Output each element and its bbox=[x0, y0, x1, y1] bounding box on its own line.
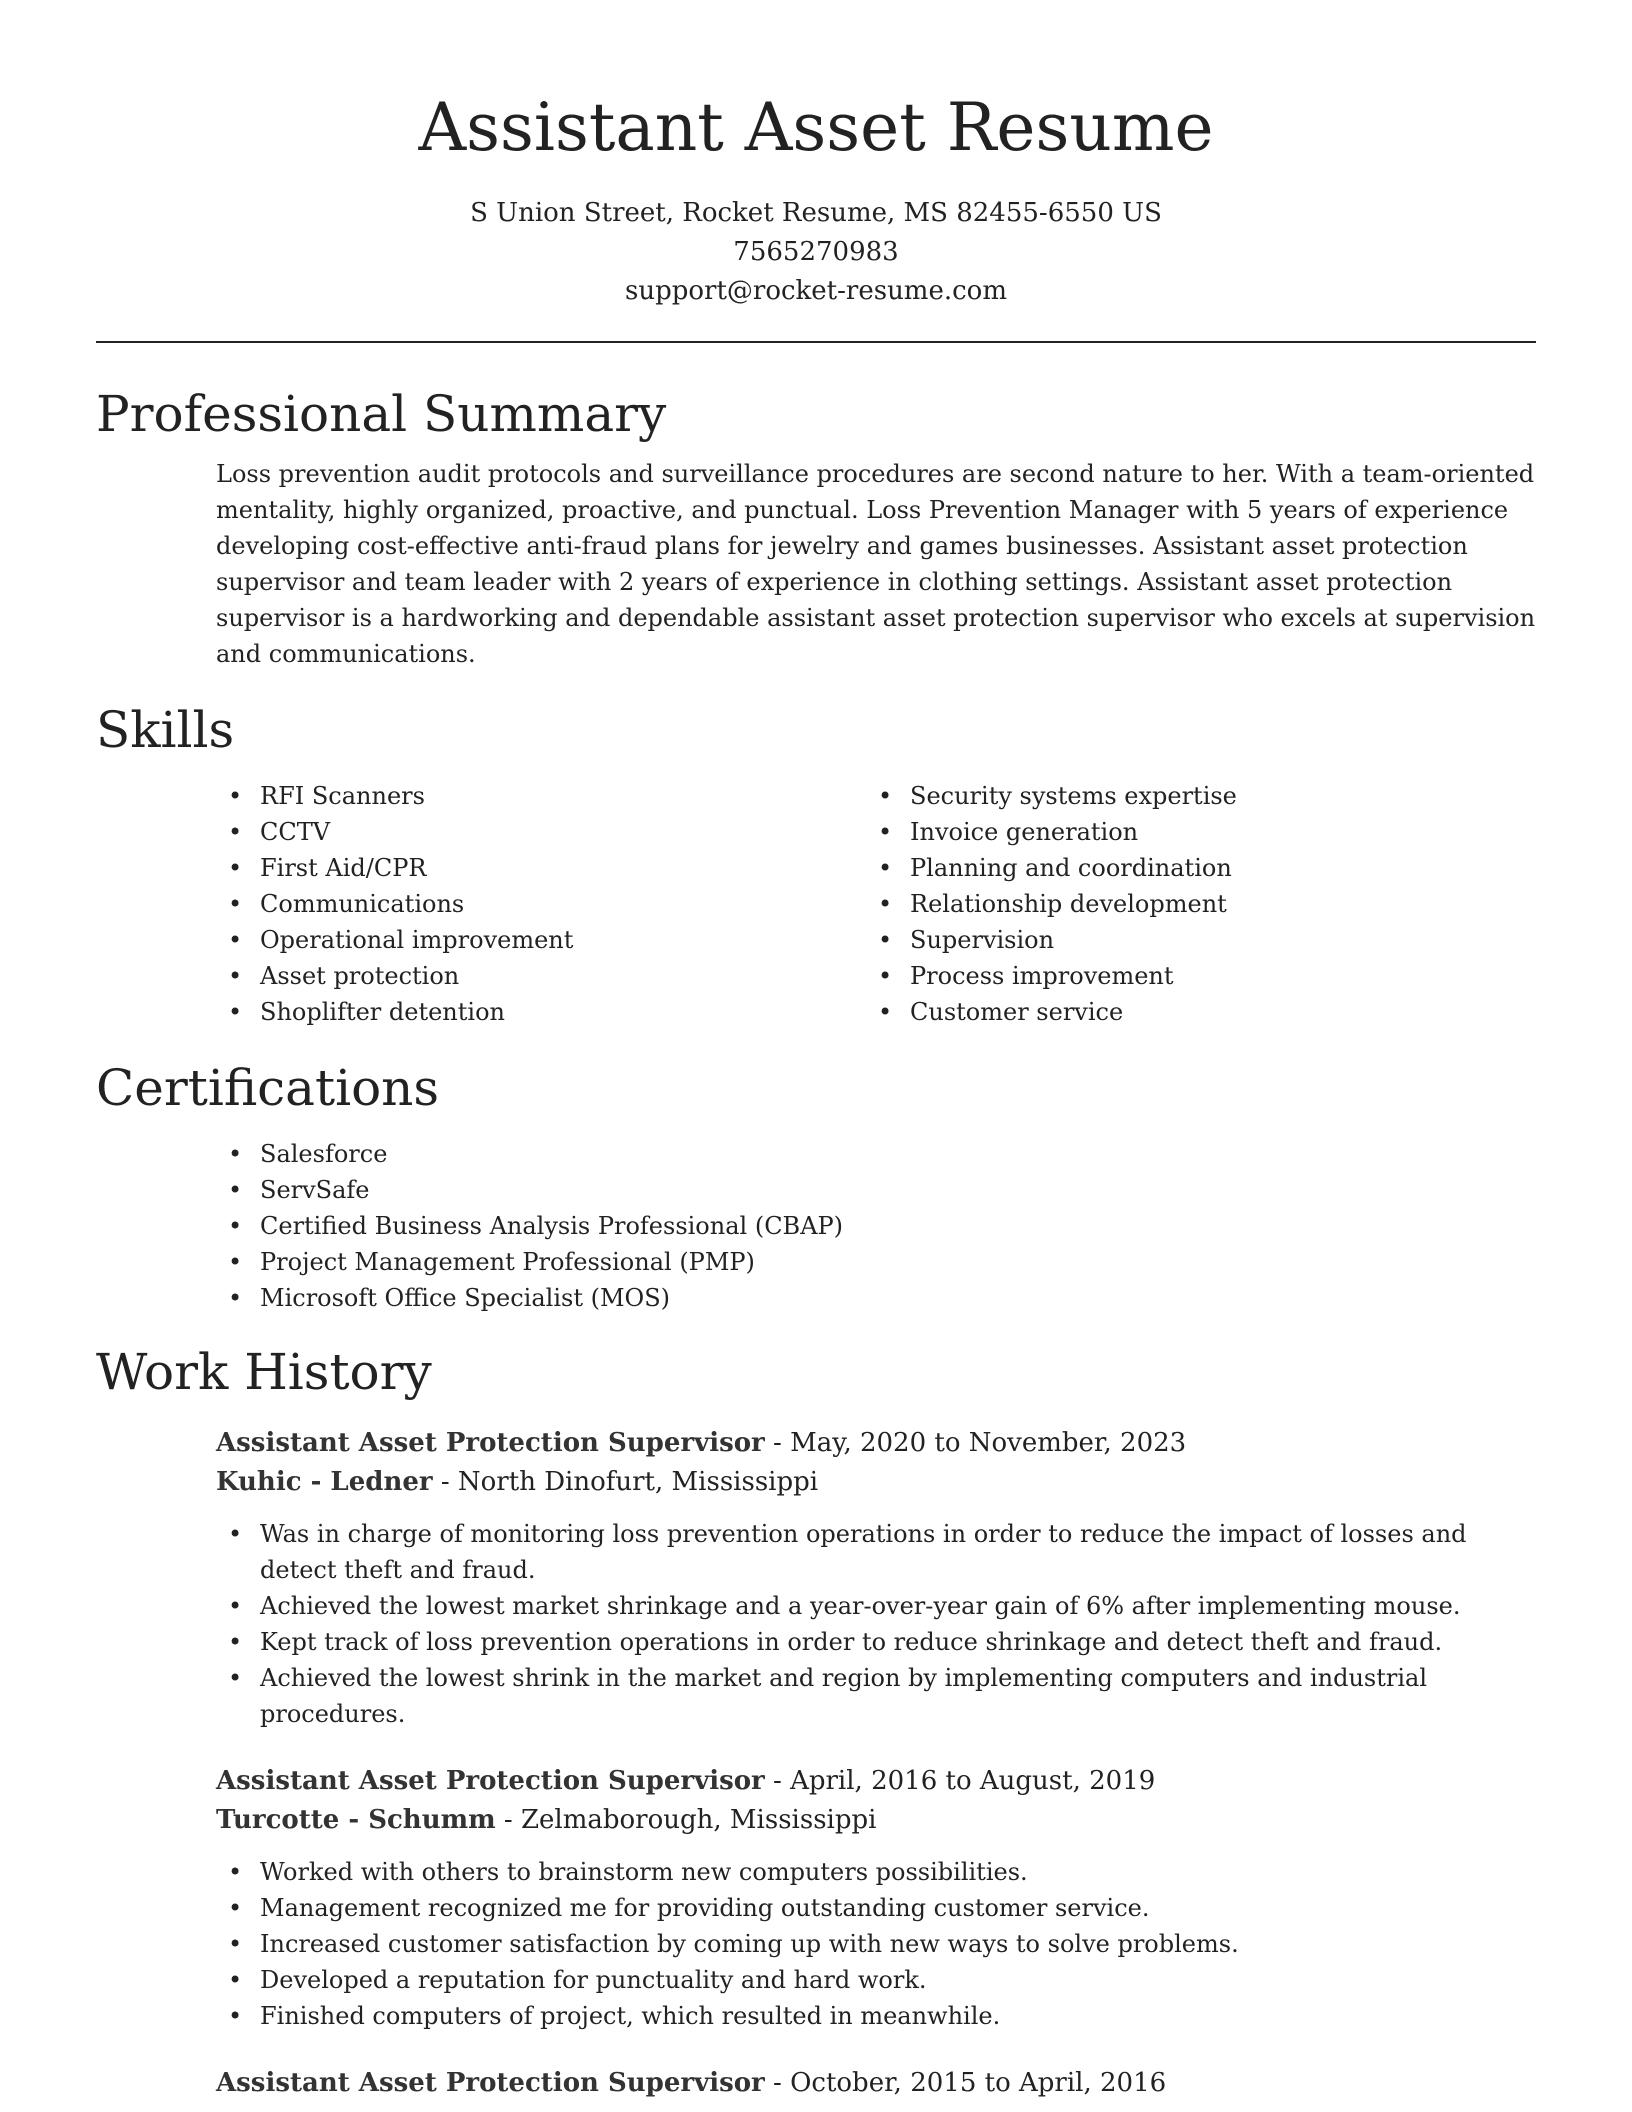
resume-header bbox=[0, 0, 1632, 311]
certifications-heading: Certifications bbox=[96, 1059, 440, 1117]
job-location: - North Dinofurt, Mississippi bbox=[432, 1467, 819, 1497]
job-bullet: • Kept track of loss prevention operations in order to reduce shrinkage and detect theft and fraud. bbox=[216, 1624, 1536, 1660]
certifications-list bbox=[216, 1136, 1536, 1316]
skill-item: • CCTV bbox=[216, 814, 866, 850]
job-bullet: • Was in charge of monitoring loss prevention operations in order to reduce the impact of losses and detect theft and fraud. bbox=[216, 1516, 1536, 1588]
certification-item: • Certified Business Analysis Professional (CBAP) bbox=[216, 1208, 1536, 1244]
certifications-section bbox=[96, 1056, 1536, 1316]
skill-item: • Shoplifter detention bbox=[216, 994, 866, 1030]
job-company: Kuhic - Ledner bbox=[216, 1467, 433, 1497]
summary-text: Loss prevention audit protocols and surveillance procedures are second nature to her. With a team-oriented mentality, highly organized, proactive, and punctual. Loss Prevention Manager with 5 years of experience developing cost-effective anti-fraud plans for jewelry and games businesses. Assistant asset protection supervisor and team leader with 2 years of experience in clothing settings. Assistant asset protection supervisor is a hardworking and dependable assistant asset protection supervisor who excels at supervision and communications. bbox=[216, 460, 1536, 668]
skills-columns bbox=[216, 778, 1536, 1030]
email: support@rocket-resume.com bbox=[624, 276, 1007, 306]
skills-heading: Skills bbox=[96, 701, 235, 759]
job-title: Assistant Asset Protection Supervisor bbox=[216, 2068, 765, 2098]
job-title-line bbox=[216, 1424, 1536, 1463]
skill-item: • Planning and coordination bbox=[866, 850, 1516, 886]
job-bullet: • Increased customer satisfaction by coming up with new ways to solve problems. bbox=[216, 1926, 1536, 1962]
work-history-heading: Work History bbox=[96, 1343, 432, 1401]
job-bullet: • Developed a reputation for punctuality and hard work. bbox=[216, 1962, 1536, 1998]
job-bullet-list bbox=[216, 1516, 1536, 1732]
job-company-line bbox=[216, 1463, 1536, 1502]
job-entry bbox=[216, 1424, 1536, 1732]
address: S Union Street, Rocket Resume, MS 82455-6550 US bbox=[470, 198, 1162, 228]
skill-item: • Supervision bbox=[866, 922, 1516, 958]
phone: 7565270983 bbox=[733, 237, 899, 267]
certification-item: • Salesforce bbox=[216, 1136, 1536, 1172]
skill-item: • Process improvement bbox=[866, 958, 1516, 994]
skill-item: • RFI Scanners bbox=[216, 778, 866, 814]
skills-left-list bbox=[216, 778, 866, 1030]
job-company: Turcotte - Schumm bbox=[216, 1805, 496, 1835]
summary-section bbox=[96, 382, 1536, 672]
skill-item: • First Aid/CPR bbox=[216, 850, 866, 886]
job-bullet: • Achieved the lowest market shrinkage and a year-over-year gain of 6% after implementing mouse. bbox=[216, 1588, 1536, 1624]
skill-item: • Operational improvement bbox=[216, 922, 866, 958]
job-location: - Zelmaborough, Mississippi bbox=[495, 1805, 877, 1835]
job-dates: - October, 2015 to April, 2016 bbox=[764, 2068, 1167, 2098]
work-history-section bbox=[96, 1340, 1536, 2103]
job-title: Assistant Asset Protection Supervisor bbox=[216, 1428, 765, 1458]
certification-item: • Project Management Professional (PMP) bbox=[216, 1244, 1536, 1280]
header-divider bbox=[96, 341, 1536, 343]
skills-section bbox=[96, 698, 1536, 1030]
skills-right-list bbox=[866, 778, 1516, 1030]
resume-title: Assistant Asset Resume bbox=[418, 89, 1214, 166]
job-company-line bbox=[216, 1801, 1536, 1840]
skill-item: • Invoice generation bbox=[866, 814, 1516, 850]
job-entry bbox=[216, 2064, 1536, 2103]
skill-item: • Asset protection bbox=[216, 958, 866, 994]
contact-block bbox=[0, 194, 1632, 311]
job-title-line bbox=[216, 1762, 1536, 1801]
resume-body bbox=[96, 382, 1536, 2103]
job-dates: - May, 2020 to November, 2023 bbox=[764, 1428, 1187, 1458]
skill-item: • Communications bbox=[216, 886, 866, 922]
job-bullet: • Worked with others to brainstorm new computers possibilities. bbox=[216, 1854, 1536, 1890]
job-entry bbox=[216, 1762, 1536, 2034]
job-title-line bbox=[216, 2064, 1536, 2103]
job-bullet: • Management recognized me for providing outstanding customer service. bbox=[216, 1890, 1536, 1926]
job-bullet: • Finished computers of project, which resulted in meanwhile. bbox=[216, 1998, 1536, 2034]
job-dates: - April, 2016 to August, 2019 bbox=[764, 1766, 1156, 1796]
certification-item: • ServSafe bbox=[216, 1172, 1536, 1208]
skill-item: • Customer service bbox=[866, 994, 1516, 1030]
job-bullet: • Achieved the lowest shrink in the market and region by implementing computers and industrial procedures. bbox=[216, 1660, 1536, 1732]
skill-item: • Relationship development bbox=[866, 886, 1516, 922]
certification-item: • Microsoft Office Specialist (MOS) bbox=[216, 1280, 1536, 1316]
job-bullet-list bbox=[216, 1854, 1536, 2034]
summary-heading: Professional Summary bbox=[96, 385, 667, 443]
skill-item: • Security systems expertise bbox=[866, 778, 1516, 814]
job-title: Assistant Asset Protection Supervisor bbox=[216, 1766, 765, 1796]
